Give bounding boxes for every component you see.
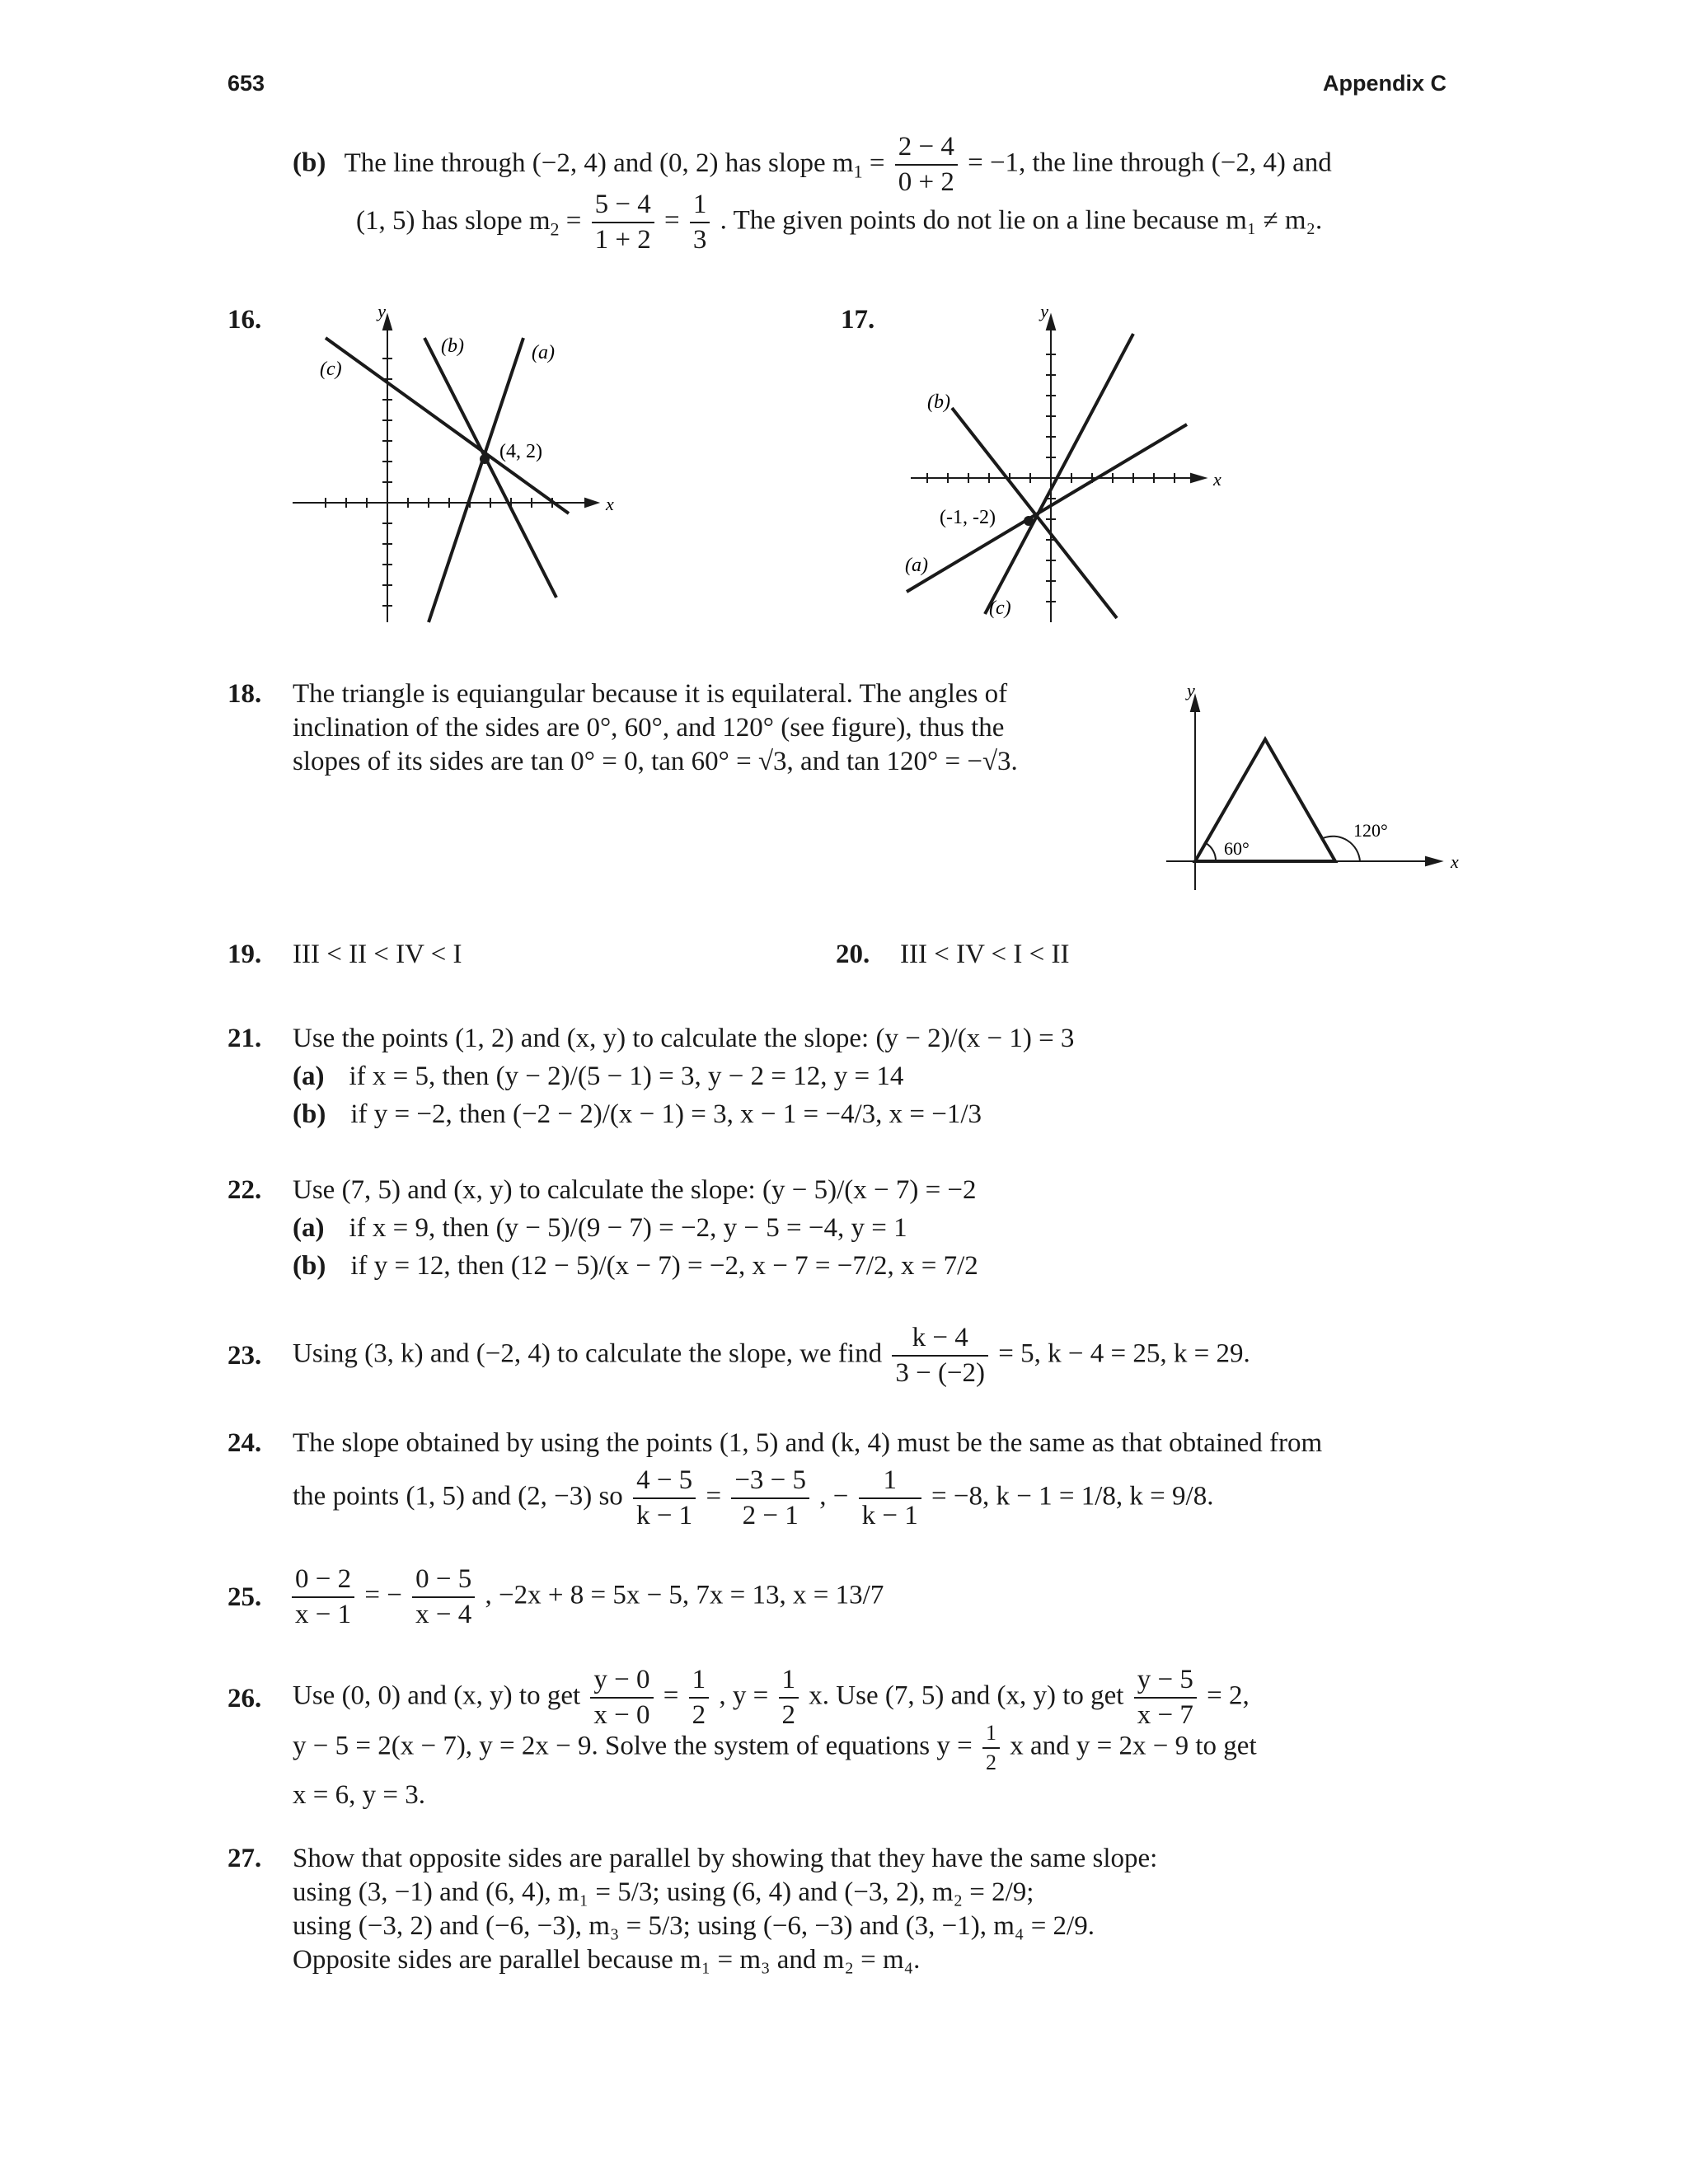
text: . The given points do not lie on a line because m₁ ≠ m₂.	[720, 205, 1323, 236]
equilateral-triangle	[1195, 739, 1335, 861]
label-b: (b)	[927, 391, 950, 413]
part-a	[293, 1213, 907, 1244]
part-label: (a)	[293, 1213, 325, 1243]
fraction: $\frac{1}{2}$	[689, 1665, 710, 1731]
y-axis-label: y	[1187, 680, 1195, 701]
intersection-point	[1024, 516, 1034, 526]
fraction: $\frac{0 - 2}{x - 1}$	[292, 1564, 354, 1630]
line-c	[326, 338, 569, 513]
line-b	[424, 338, 556, 598]
text-line: Use the points (1, 2) and (x, y) to calculate the slope: (y − 2)/(x − 1) = 3	[293, 1024, 1075, 1053]
text-line: Use (7, 5) and (x, y) to calculate the slope: (y − 5)/(x − 7) = −2	[293, 1175, 977, 1205]
fraction: $\frac{1}{k - 1}$	[859, 1465, 921, 1531]
fraction: $\frac{4 - 5}{k - 1}$	[633, 1465, 696, 1531]
text: if y = 12, then (12 − 5)/(x − 7) = −2, x − 7 = −7/2, x = 7/2	[350, 1251, 978, 1281]
problem-number: 23.	[227, 1341, 262, 1371]
part-label: (b)	[293, 1099, 326, 1129]
part-b	[293, 1099, 982, 1130]
problem-number: 26.	[227, 1684, 262, 1713]
fraction: $\frac{-3 - 5}{2 - 1}$	[731, 1465, 809, 1531]
x-axis-arrow	[1426, 857, 1441, 865]
y-axis-label: y	[1040, 301, 1048, 321]
x-axis-arrow	[585, 499, 598, 507]
label-a: (a)	[905, 555, 928, 576]
text: = −8, k − 1 = 1/8, k = 9/8.	[931, 1481, 1214, 1511]
fraction: $\frac{1}{2}$	[982, 1721, 1000, 1775]
section-title: Appendix C	[1322, 71, 1447, 96]
text-line: slopes of its sides are tan 0° = 0, tan 60° = √3, and tan 120° = −√3.	[293, 747, 1018, 776]
fraction: $\frac{k - 4}{3 - (-2)}$	[892, 1323, 988, 1389]
label-c: (c)	[320, 359, 342, 380]
text: The line through (−2, 4) and (0, 2) has slope $m_1$ =	[344, 148, 892, 182]
y-axis-label: y	[377, 301, 386, 321]
problem-number: 17.	[841, 305, 875, 335]
text: = −	[364, 1580, 402, 1610]
x-axis-label: x	[606, 494, 614, 514]
text: , y =	[719, 1680, 769, 1711]
text-line: Show that opposite sides are parallel by showing that they have the same slope:	[293, 1844, 1158, 1873]
problem-18-triangle-figure	[1162, 680, 1475, 898]
part-label: (b)	[293, 1251, 326, 1281]
text: = −1, the line through (−2, 4) and	[968, 148, 1332, 178]
x-axis-label: x	[1451, 851, 1459, 872]
problem-26-line2	[293, 1721, 1257, 1775]
text: the points (1, 5) and (2, −3) so	[293, 1481, 623, 1511]
text: =	[664, 205, 680, 236]
page-number: 653	[227, 71, 265, 96]
line-a	[429, 338, 523, 622]
problem-number: 16.	[227, 305, 262, 335]
fraction: $\frac{1}{3}$	[690, 190, 710, 255]
text: if x = 5, then (y − 2)/(5 − 1) = 3, y − 2 = 12, y = 14	[349, 1062, 904, 1091]
text-line: Opposite sides are parallel because m₁ = m₃ and m₂ = m₄.	[293, 1945, 921, 1975]
text-line: using (−3, 2) and (−6, −3), m₃ = 5/3; using (−6, −3) and (3, −1), m₄ = 2/9.	[293, 1911, 1095, 1941]
label-b: (b)	[441, 335, 464, 357]
part-a	[293, 1062, 903, 1092]
text-line: The triangle is equiangular because it is equilateral. The angles of	[293, 679, 1008, 709]
problem-15b-line1	[293, 132, 1332, 197]
text: (1, 5) has slope $m_2$ =	[356, 205, 588, 240]
problem-number: 21.	[227, 1024, 262, 1053]
fraction: $\frac{5 - 4}{1 + 2}$	[592, 190, 654, 255]
problem-number: 27.	[227, 1844, 262, 1873]
text: y − 5 = 2(x − 7), y = 2x − 9. Solve the system of equations y =	[293, 1731, 973, 1761]
text-line: x = 6, y = 3.	[293, 1780, 425, 1810]
answer-text: III < II < IV < I	[293, 940, 462, 969]
intersection-point	[480, 454, 490, 464]
problem-number: 25.	[227, 1582, 262, 1612]
x-axis-label: x	[1213, 469, 1221, 490]
problem-number: 22.	[227, 1175, 262, 1205]
fraction: $\frac{2 - 4}{0 + 2}$	[895, 132, 958, 198]
label-a: (a)	[532, 342, 555, 363]
problem-number: 24.	[227, 1428, 262, 1458]
text: x. Use (7, 5) and (x, y) to get	[809, 1680, 1124, 1711]
text: = 2,	[1207, 1680, 1250, 1711]
text: Use (0, 0) and (x, y) to get	[293, 1680, 581, 1711]
angle-arc-60	[1206, 843, 1216, 861]
line-c	[985, 334, 1133, 614]
problem-number: 19.	[227, 940, 262, 969]
text: if x = 9, then (y − 5)/(9 − 7) = −2, y − 5 = −4, y = 1	[349, 1213, 907, 1243]
text: , −2x + 8 = 5x − 5, 7x = 13, x = 13/7	[485, 1580, 884, 1610]
fraction: $\frac{y - 0}{x - 0}$	[590, 1665, 653, 1731]
problem-15b-line2	[356, 190, 1323, 255]
problem-24-line2	[293, 1465, 1213, 1531]
part-label: (b)	[293, 148, 326, 178]
text: =	[663, 1680, 679, 1711]
point-label: (4, 2)	[499, 441, 542, 462]
part-label: (a)	[293, 1062, 325, 1091]
text-line: using (3, −1) and (6, 4), m₁ = 5/3; using (6, 4) and (−3, 2), m₂ = 2/9;	[293, 1877, 1034, 1907]
text: =	[706, 1481, 722, 1511]
text-line: inclination of the sides are 0°, 60°, and 120° (see figure), thus the	[293, 713, 1005, 743]
fraction: $\frac{0 - 5}{x - 4}$	[412, 1564, 475, 1630]
problem-23-line	[293, 1323, 1250, 1389]
part-b	[293, 1251, 978, 1282]
text: Using (3, k) and (−2, 4) to calculate the slope, we find	[293, 1338, 883, 1369]
problem-25-line	[288, 1564, 884, 1630]
text: = 5, k − 4 = 25, k = 29.	[998, 1338, 1250, 1369]
text: , −	[819, 1481, 849, 1511]
fraction: $\frac{y - 5}{x - 7}$	[1134, 1665, 1197, 1731]
text: if y = −2, then (−2 − 2)/(x − 1) = 3, x − 1 = −4/3, x = −1/3	[350, 1099, 982, 1129]
label-c: (c)	[989, 598, 1011, 619]
problem-number: 20.	[836, 940, 870, 969]
x-axis-arrow	[1191, 474, 1205, 482]
angle-label-60: 60°	[1224, 838, 1250, 859]
problem-17-graph	[898, 293, 1245, 639]
point-label: (-1, -2)	[940, 507, 996, 528]
answer-text: III < IV < I < II	[900, 940, 1070, 969]
problem-16-graph	[280, 293, 626, 639]
problem-number: 18.	[227, 679, 262, 709]
text-line: The slope obtained by using the points (1, 5) and (k, 4) must be the same as that obtained from	[293, 1428, 1323, 1458]
angle-label-120: 120°	[1353, 820, 1388, 841]
fraction: $\frac{1}{2}$	[779, 1665, 799, 1731]
text: x and y = 2x − 9 to get	[1010, 1731, 1257, 1761]
